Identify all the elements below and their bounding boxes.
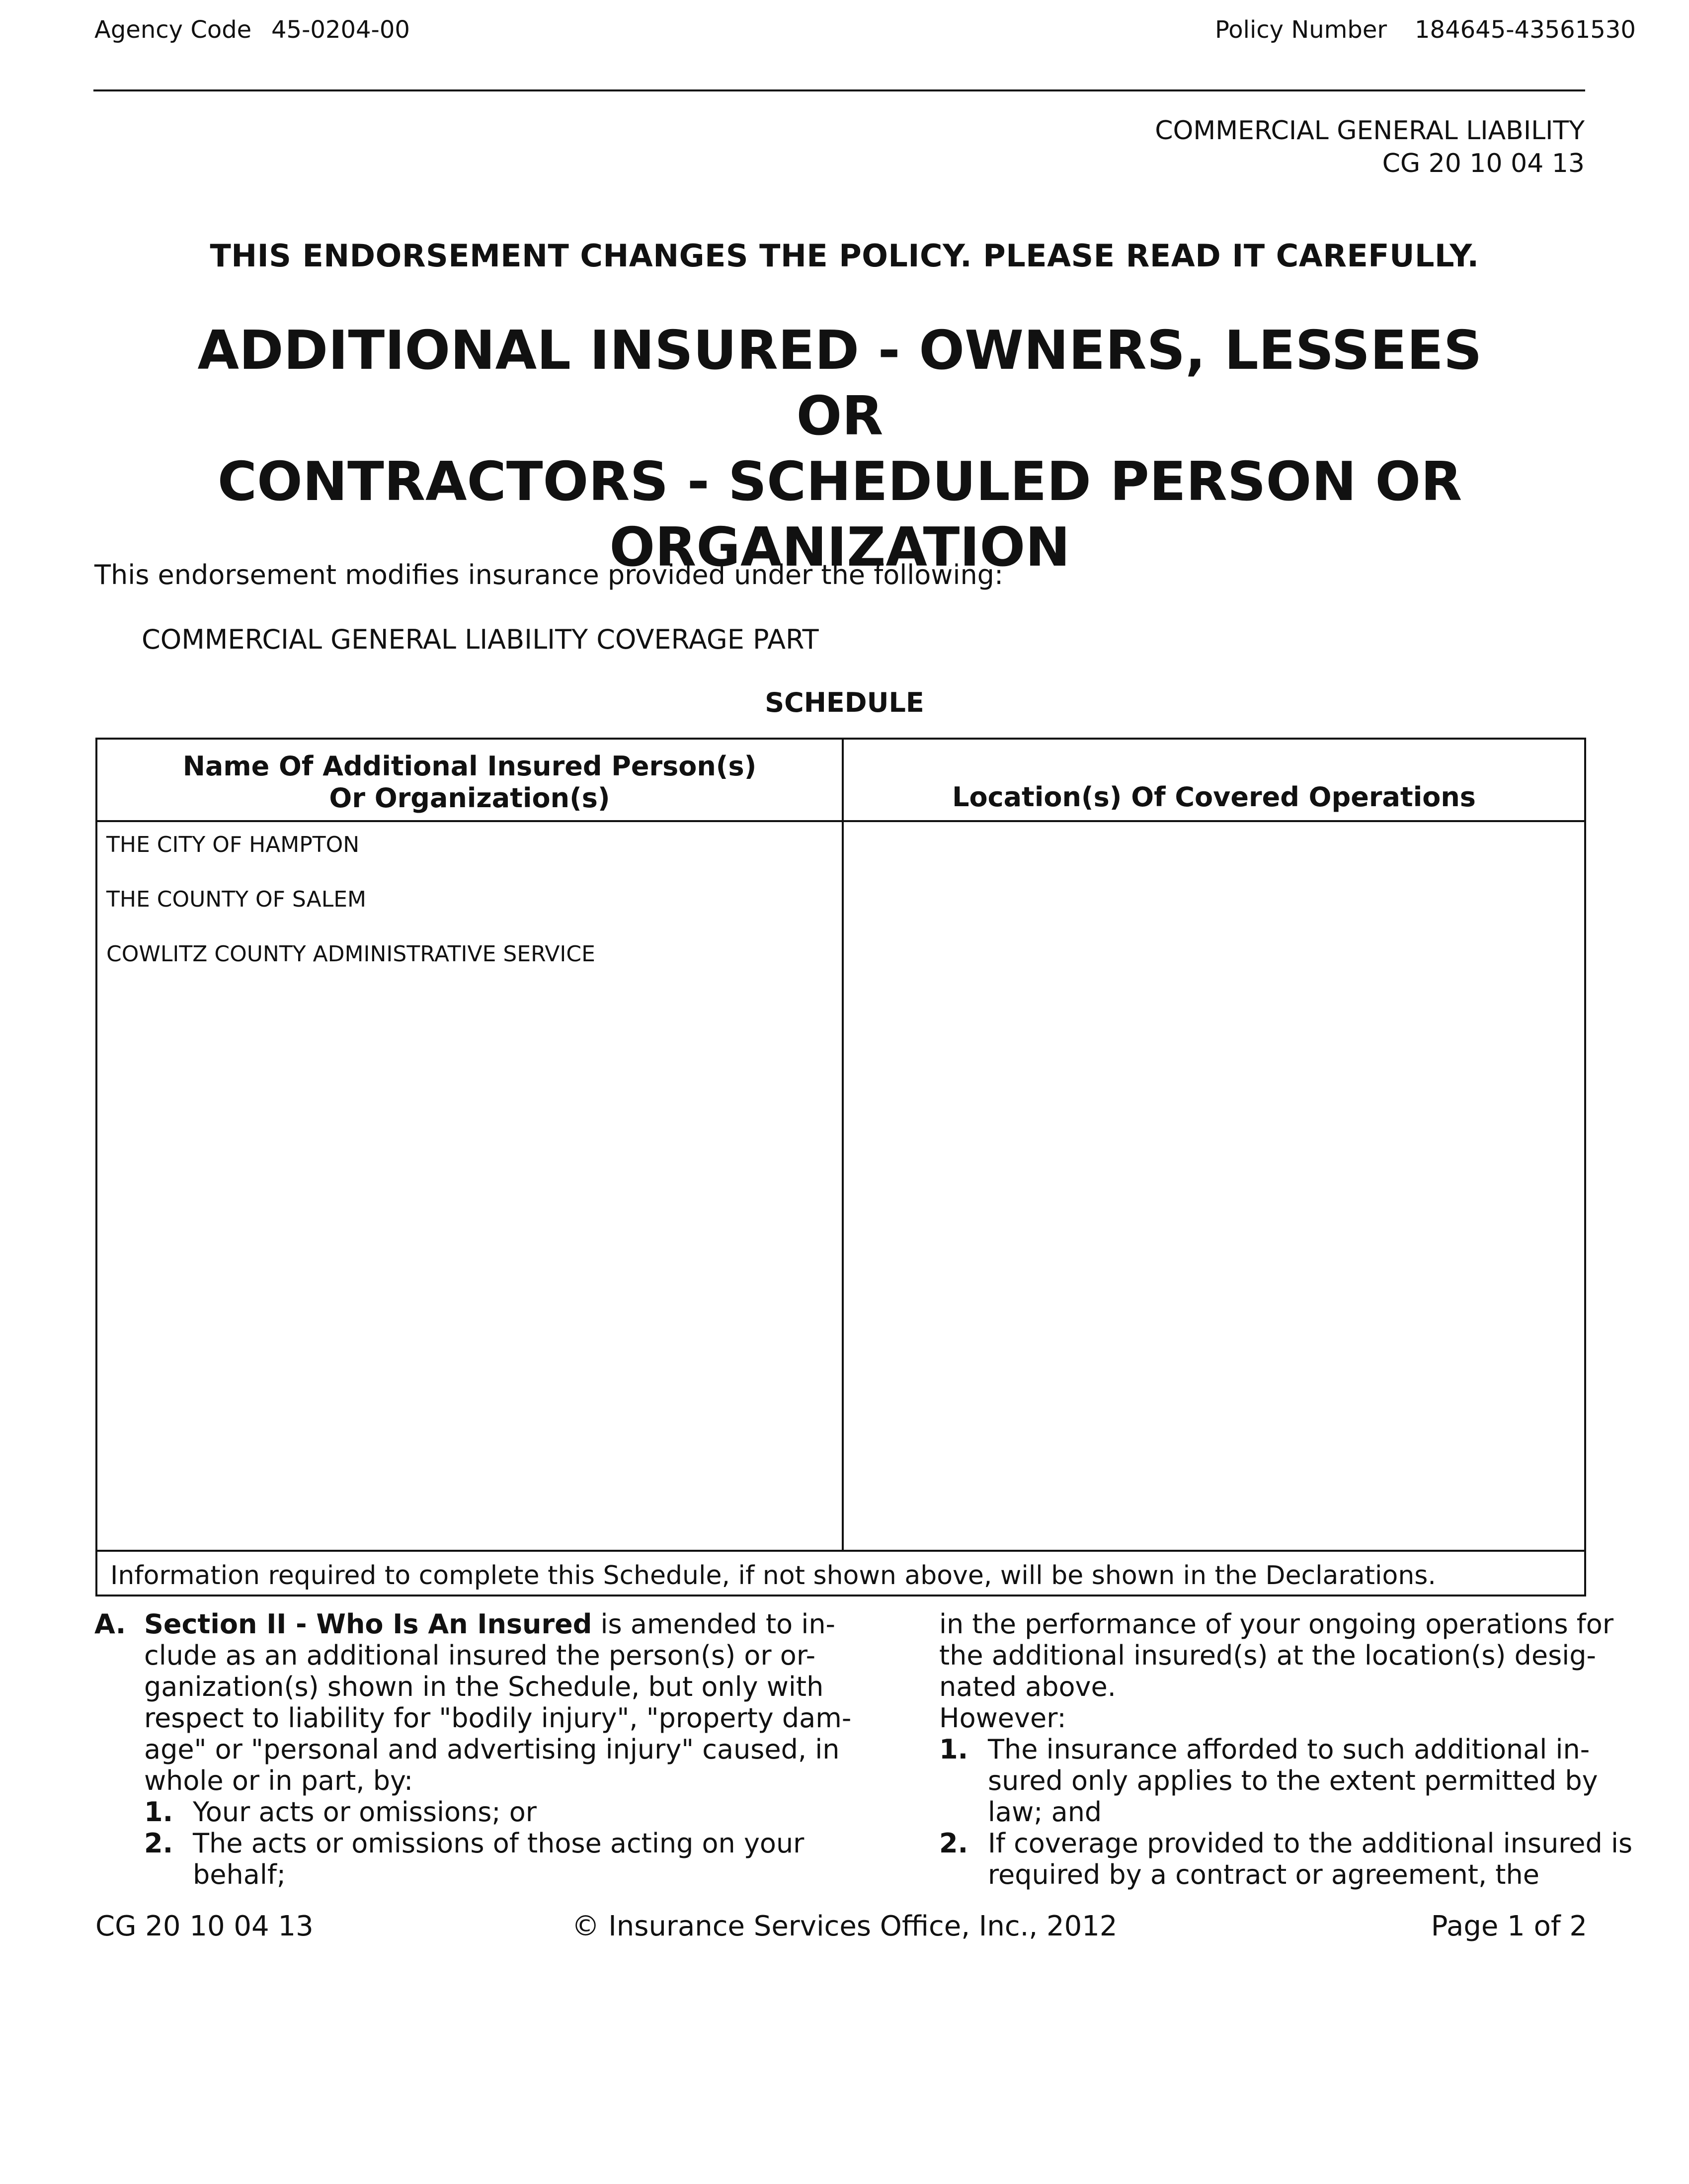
body-left-column [94, 1608, 852, 1890]
paragraph-a-line-1 [94, 1608, 836, 1640]
column-header-insured-line-2: Or Organization(s) [329, 782, 610, 814]
continuation-line-2: the additional insured(s) at the location(s) desig- [939, 1640, 1596, 1671]
subitem-text: The insurance afforded to such additional in- [988, 1734, 1590, 1765]
coverage-part: COMMERCIAL GENERAL LIABILITY COVERAGE PART [142, 624, 819, 655]
column-header-insured-line-1: Name Of Additional Insured Person(s) [182, 751, 757, 782]
header-divider [93, 89, 1585, 91]
modifies-statement: This endorsement modifies insurance provided under the following: [94, 559, 1004, 590]
paragraph-a-line-2: clude as an additional insured the person(s) or or- [144, 1640, 816, 1671]
subitem-number: 1. [144, 1796, 173, 1828]
footer-copyright: © Insurance Services Office, Inc., 2012 [571, 1910, 1118, 1942]
subitem-2 [939, 1828, 1633, 1859]
endorsement-notice: THIS ENDORSEMENT CHANGES THE POLICY. PLEASE READ IT CAREFULLY. [210, 238, 1479, 274]
item-label: A. [94, 1608, 126, 1640]
subitem-1 [94, 1796, 775, 1828]
title-line-2: CONTRACTORS - SCHEDULED PERSON OR [217, 451, 1462, 513]
title-line-1: ADDITIONAL INSURED - OWNERS, LESSEES OR [197, 320, 1482, 447]
footer-form-number: CG 20 10 04 13 [95, 1910, 314, 1942]
subitem-number: 2. [144, 1828, 173, 1859]
paragraph-a-line-4: respect to liability for "bodily injury", "property dam- [144, 1702, 852, 1734]
subitem-text: Your acts or omissions; or [193, 1796, 537, 1828]
header-row-divider [97, 820, 1584, 822]
subitem-text: The acts or omissions of those acting on your [193, 1828, 804, 1859]
paragraph-a-line-3: ganization(s) shown in the Schedule, but only with [144, 1671, 824, 1702]
form-line: COMMERCIAL GENERAL LIABILITY [1155, 116, 1585, 146]
paragraph-a-text: is amended to in- [592, 1608, 836, 1640]
paragraph-a-line-6: whole or in part, by: [144, 1765, 413, 1796]
form-number: CG 20 10 04 13 [1382, 149, 1585, 178]
form-identification [1155, 114, 1585, 180]
footer-page-number: Page 1 of 2 [1431, 1910, 1587, 1942]
however-line: However: [939, 1702, 1066, 1734]
subitem-2-continued: required by a contract or agreement, the [988, 1859, 1539, 1890]
schedule-table [95, 738, 1586, 1596]
column-header-locations: Location(s) Of Covered Operations [952, 781, 1476, 813]
subitem-1-continued: sured only applies to the extent permitted by [988, 1765, 1598, 1796]
list-item: COWLITZ COUNTY ADMINISTRATIVE SERVICE [106, 941, 595, 967]
paragraph-a-line-5: age" or "personal and advertising injury" caused, in [144, 1734, 840, 1765]
body-right-column [939, 1608, 1633, 1890]
section-reference: Section II - Who Is An Insured [144, 1608, 592, 1640]
schedule-heading: SCHEDULE [765, 687, 924, 718]
continuation-line-3: nated above. [939, 1671, 1116, 1702]
subitem-2 [94, 1828, 804, 1859]
subitem-1 [939, 1734, 1605, 1765]
list-item: THE COUNTY OF SALEM [106, 887, 367, 912]
column-header-insured [97, 751, 842, 814]
subitem-text: If coverage provided to the additional insured is [988, 1828, 1633, 1859]
note-row-divider [97, 1550, 1584, 1552]
insured-list [106, 834, 595, 998]
policy-number-value: 184645-43561530 [1415, 16, 1636, 44]
title-line-3: ORGANIZATION [609, 516, 1070, 579]
continuation-line-1: in the performance of your ongoing operations for [939, 1608, 1614, 1640]
schedule-note: Information required to complete this Schedule, if not shown above, will be shown in the Declarations. [110, 1561, 1436, 1591]
list-item: THE CITY OF HAMPTON [106, 832, 360, 857]
subitem-1-continued: law; and [988, 1796, 1102, 1828]
column-divider [842, 740, 844, 1552]
policy-number-label: Policy Number [1215, 16, 1387, 44]
agency-code-value: 45-0204-00 [271, 16, 410, 44]
subitem-number: 2. [939, 1828, 968, 1859]
subitem-number: 1. [939, 1734, 968, 1765]
subitem-2-continued: behalf; [193, 1859, 286, 1890]
page-title [149, 318, 1530, 581]
agency-code-label: Agency Code [94, 16, 252, 44]
